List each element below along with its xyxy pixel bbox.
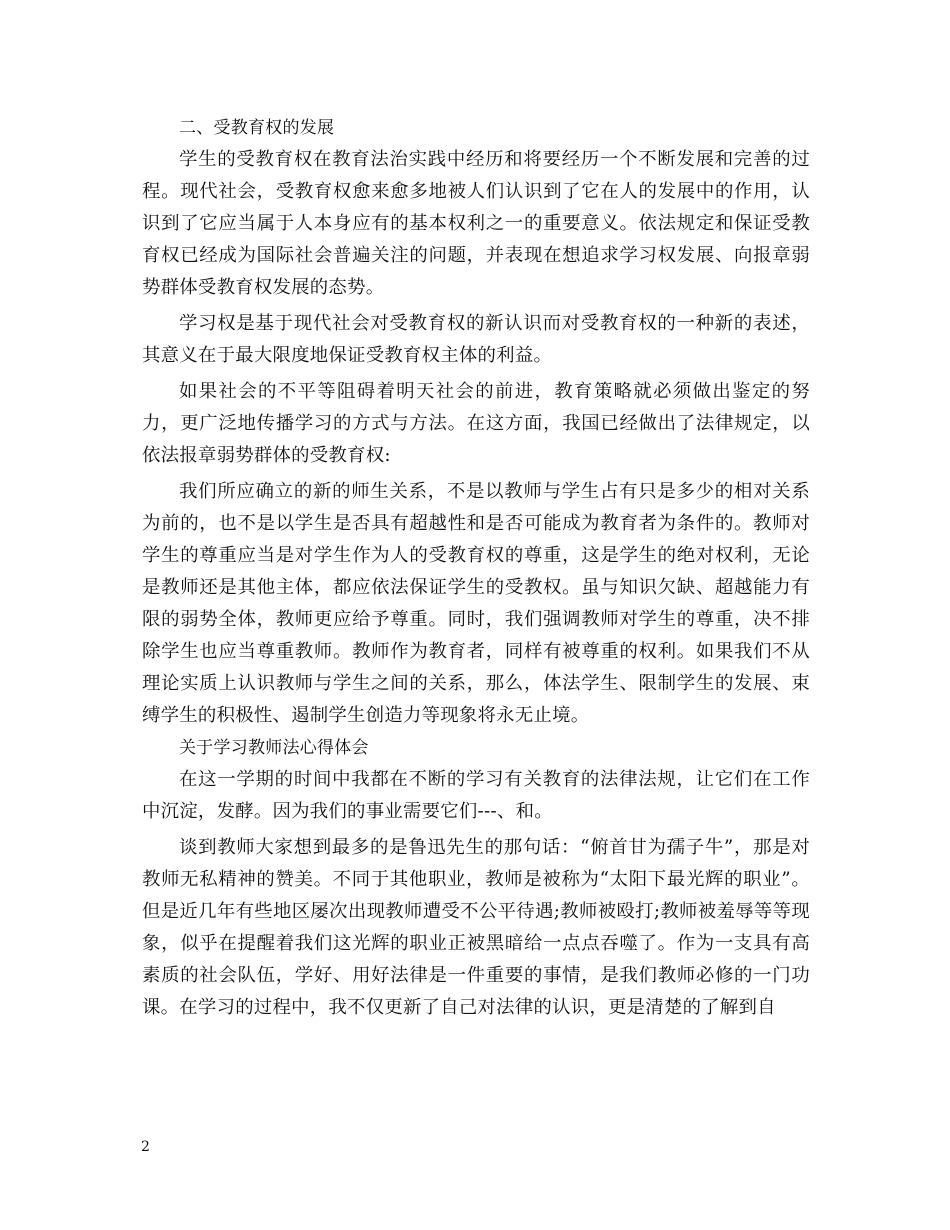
body-paragraph: 如果社会的不平等阻碍着明天社会的前进，教育策略就必须做出鉴定的努力，更广泛地传播学习的方式与方法。在这方面，我国已经做出了法律规定，以依法报章弱势群体的受教育权: [142, 381, 810, 466]
body-paragraph: 我们所应确立的新的师生关系，不是以教师与学生占有只是多少的相对关系为前的，也不是以学生是否具有超越性和是否可能成为教育者为条件的。教师对学生的尊重应当是对学生作为人的受教育权的尊重，这是学生的绝对权利，无论是教师还是其他主体，都应依法保证学生的受教权。虽与知识欠缺、超越能力有限的弱势全体，教师更应给予尊重。同时，我们强调教师对学生的尊重，决不排除学生也应当尊重教师。教师作为教育者，同样有被尊重的权利。如果我们不从理论实质上认识教师与学生之间的关系，那么，体法学生、限制学生的发展、束缚学生的积极性、遏制学生创造力等现象将永无止境。 [142, 481, 810, 726]
article-title: 关于学习教师法心得体会 [179, 738, 369, 758]
body-paragraph: 谈到教师大家想到最多的是鲁迅先生的那句话：“俯首甘为孺子牛”，那是对教师无私精神的赞美。不同于其他职业，教师是被称为“太阳下最光辉的职业”。但是近几年有些地区屡次出现教师遭受不公平待遇;教师被殴打;教师被羞辱等等现象，似乎在提醒着我们这光辉的职业正被黑暗给一点点吞噬了。作为一支具有高素质的社会队伍，学好、用好法律是一件重要的事情，是我们教师必修的一门功课。在学习的过程中，我不仅更新了自己对法律的认识，更是清楚的了解到自 [142, 837, 810, 1018]
body-paragraph: 学习权是基于现代社会对受教育权的新认识而对受教育权的一种新的表述，其意义在于最大限度地保证受教育权主体的利益。 [142, 313, 810, 366]
body-paragraph: 在这一学期的时间中我都在不断的学习有关教育的法律法规，让它们在工作中沉淀，发酵。因为我们的事业需要它们---、和。 [142, 769, 810, 822]
document-body [142, 112, 810, 1024]
body-paragraph: 学生的受教育权在教育法治实践中经历和将要经历一个不断发展和完善的过程。现代社会，受教育权愈来愈多地被人们认识到了它在人的发展中的作用，认识到了它应当属于人本身应有的基本权利之一的重要意义。依法规定和保证受教育权已经成为国际社会普遍关注的问题，并表现在想追求学习权发展、向报章弱势群体受教育权发展的态势。 [142, 149, 810, 298]
page-number: 2 [141, 1139, 150, 1155]
section-heading: 二、受教育权的发展 [179, 118, 335, 138]
